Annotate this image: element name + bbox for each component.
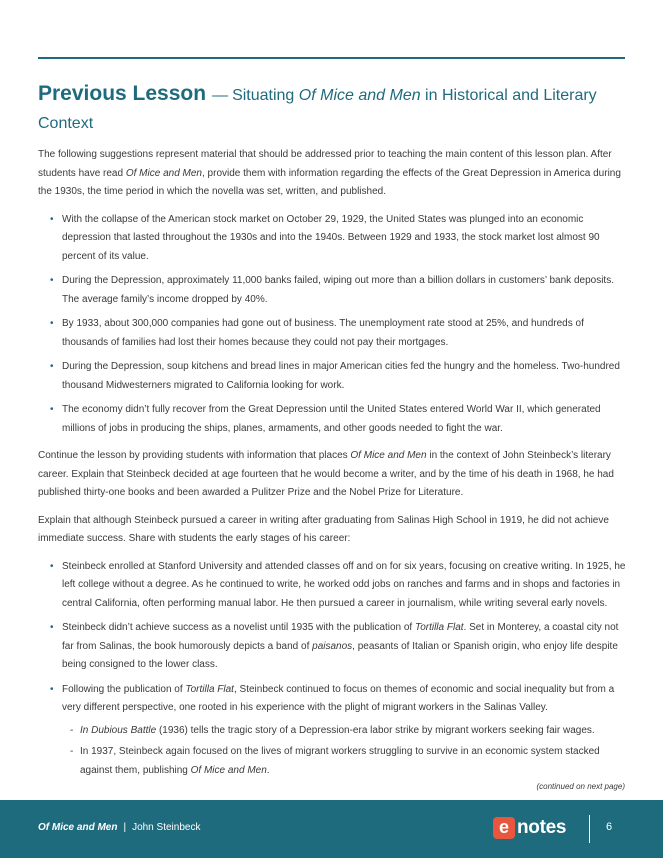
sub-list-item	[62, 743, 626, 780]
continued-note: (continued on next page)	[536, 782, 625, 791]
text-run: , Steinbeck continued to focus on themes of economic and social inequality but from a very different perspective, one rooted in his experience with the plight of migrant workers in the Salinas Valley.	[62, 683, 615, 713]
text-run: , peasants of Italian or Spanish origin, who enjoy life despite being consigned to the lower class.	[62, 640, 618, 670]
text-run: in the context of John Steinbeck’s literary career. Explain that Steinbeck decided at age fourteen that he would become a writer, and by the time of his death in 1968, he had published thirty-one books and been awarded a Pulitzer Prize and the Nobel Prize for Literature.	[38, 450, 614, 498]
list-item: • The economy didn’t fully recover from the Great Depression until the United States entered World War II, which generated millions of jobs in producing the ships, planes, armaments, and other goods needed to fight the war.	[38, 401, 626, 438]
list-item	[38, 681, 626, 781]
sub-list	[62, 722, 626, 781]
footer-author: John Steinbeck	[132, 822, 201, 833]
book-title: Of Mice and Men	[125, 167, 202, 179]
heading-subtitle-part: Situating	[232, 87, 299, 104]
list-item	[38, 619, 626, 675]
logo-e-mark: e	[493, 817, 515, 839]
footer-title	[38, 822, 200, 833]
text-run: The following suggestions represent material that should be addressed prior to teaching the main content of this lesson plan. After students have read	[38, 149, 612, 179]
list-item: • With the collapse of the American stock market on October 29, 1929, the United States was plunged into an economic depression that lasted throughout the 1930s and into the 1940s. Between 1929 and 1933, the stock market lost almost 90 percent of its value.	[38, 211, 626, 267]
enotes-logo	[493, 816, 566, 840]
lesson-content	[38, 146, 626, 789]
text-run: Following the publication of	[62, 683, 186, 695]
section-heading	[38, 80, 628, 138]
book-title: Tortilla Flat	[415, 622, 464, 633]
text-run: . Set in Monterey, a coastal city not far from Salinas, the book humorously depicts a band of	[62, 622, 619, 652]
heading-subtitle-title: Of Mice and Men	[298, 87, 421, 104]
continue-paragraph	[38, 447, 626, 503]
text-run: .	[266, 764, 270, 776]
heading-subtitle-part: in Historical and Literary Context	[38, 87, 597, 132]
book-title: Tortilla Flat	[185, 683, 234, 695]
footer-divider	[589, 815, 590, 843]
text-run: In 1937, Steinbeck again focused on the lives of migrant workers struggling to survive in an economic system stacked against them, publishing	[80, 746, 600, 776]
heading-dash: —	[212, 87, 229, 104]
explain-paragraph: Explain that although Steinbeck pursued a career in writing after graduating from Salinas High School in 1919, he did not achieve immediate success. Share with students the early stages of his career:	[38, 514, 609, 544]
sub-list-item	[62, 722, 626, 741]
text-run: Continue the lesson by providing students with information that places	[38, 450, 351, 461]
list-item: • Steinbeck enrolled at Stanford University and attended classes off and on for six years, focusing on creative writing. In 1925, he left college without a degree. As he continued to write, he worked odd jobs on ranches and farms and in shops and factories in central California, often performing manual labor. He then pursued a career in journalism, while writing several early novels.	[38, 558, 626, 614]
text-run: (1936) tells the tragic story of a Depression-era labor strike by migrant workers seeking fair wages.	[156, 724, 595, 736]
logo-wordmark: notes	[517, 817, 567, 838]
footer-book-title: Of Mice and Men	[38, 822, 118, 833]
top-rule	[38, 57, 625, 59]
footer-separator: |	[123, 822, 127, 833]
list-item: • By 1933, about 300,000 companies had gone out of business. The unemployment rate stood at 25%, and hundreds of thousands of families had lost their homes because they could not pay their mortgages.	[38, 315, 626, 352]
page-footer	[0, 800, 663, 858]
heading-title: Previous Lesson	[38, 82, 207, 105]
list-item: • During the Depression, soup kitchens and bread lines in major American cities fed the hungry and the homeless. Two-hundred thousand Midwesterners migrated to California looking for work.	[38, 358, 626, 395]
career-list	[38, 558, 626, 781]
text-run: , provide them with information regarding the effects of the Great Depression in America during the 1930s, the time period in which the novella was set, written, and published.	[38, 167, 621, 197]
italic-term: paisanos	[312, 640, 353, 652]
book-title: Of Mice and Men	[350, 450, 427, 461]
list-item: • During the Depression, approximately 11,000 banks failed, wiping out more than a billion dollars in customers’ bank deposits. The average family’s income dropped by 40%.	[38, 272, 626, 309]
book-title: Of Mice and Men	[190, 764, 267, 776]
page-number: 6	[606, 821, 613, 833]
depression-facts-list	[38, 211, 626, 439]
book-title: In Dubious Battle	[80, 724, 157, 736]
text-run: Steinbeck didn’t achieve success as a novelist until 1935 with the publication of	[62, 622, 415, 633]
intro-paragraph	[38, 146, 626, 202]
